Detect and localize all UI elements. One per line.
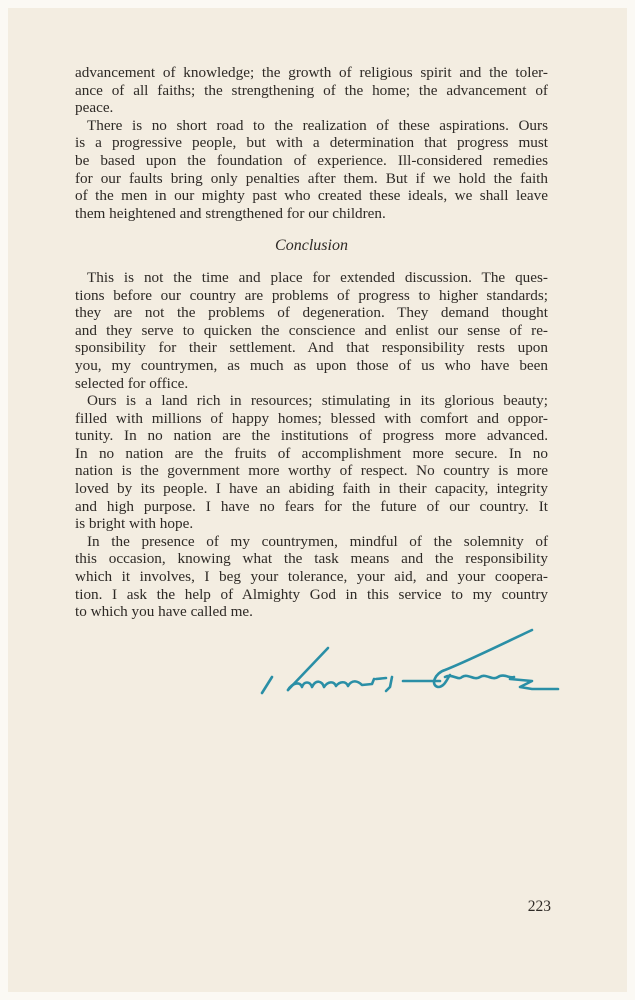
text-line: you, my countrymen, as much as upon those of us who have been [75,356,548,374]
text-line: of the men in our mighty past who created these ideals, we shall leave [75,187,548,205]
text-line: to which you have called me. [75,603,253,621]
paragraph [75,117,548,223]
text-line: peace. [75,99,114,117]
page-number: 223 [527,898,551,915]
page-body [75,64,548,621]
paragraph [75,269,548,392]
section-heading: Conclusion [275,237,348,255]
text-line: and high purpose. I have no fears for the future of our country. It [75,497,548,515]
text-line: tion. I ask the help of Almighty God in this service to my country [75,585,548,603]
text-line: this occasion, knowing what the task means and the responsibility [75,550,548,568]
text-line: they are not the problems of degeneration. They demand thought [75,304,548,322]
text-line: There is no short road to the realization of these aspirations. Ours [87,116,548,134]
text-line: for our faults bring only penalties after them. But if we hold the faith [75,169,548,187]
text-line: In the presence of my countrymen, mindful of the solemnity of [87,532,548,550]
text-line: This is not the time and place for extended discussion. The ques- [87,268,548,286]
text-line: tunity. In no nation are the institutions of progress more advanced. [75,427,548,445]
handwritten-signature [240,615,580,715]
text-line: which it involves, I beg your tolerance, your aid, and your coopera- [75,568,548,586]
text-line: is bright with hope. [75,515,194,533]
text-line: filled with millions of happy homes; blessed with comfort and oppor- [75,409,548,427]
text-line: them heightened and strengthened for our children. [75,204,386,222]
text-line: advancement of knowledge; the growth of religious spirit and the toler- [75,64,548,81]
text-line: nation is the government more worthy of respect. No country is more [75,462,548,480]
paragraph [75,64,548,117]
text-line: selected for office. [75,374,189,392]
text-line: loved by its people. I have an abiding faith in their capacity, integrity [75,480,548,498]
paragraph [75,533,548,621]
text-line: be based upon the foundation of experience. Ill-considered remedies [75,151,548,169]
text-line: is a progressive people, but with a determination that progress must [75,134,548,152]
text-line: and they serve to quicken the conscience and enlist our sense of re- [75,321,548,339]
text-line: Ours is a land rich in resources; stimulating in its glorious beauty; [87,392,548,410]
text-line: sponsibility for their settlement. And that responsibility rests upon [75,339,548,357]
paragraph [75,392,548,533]
text-line: In no nation are the fruits of accomplishment more secure. In no [75,444,548,462]
text-line: ance of all faiths; the strengthening of the home; the advancement of [75,81,548,99]
text-line: tions before our country are problems of progress to higher standards; [75,286,548,304]
